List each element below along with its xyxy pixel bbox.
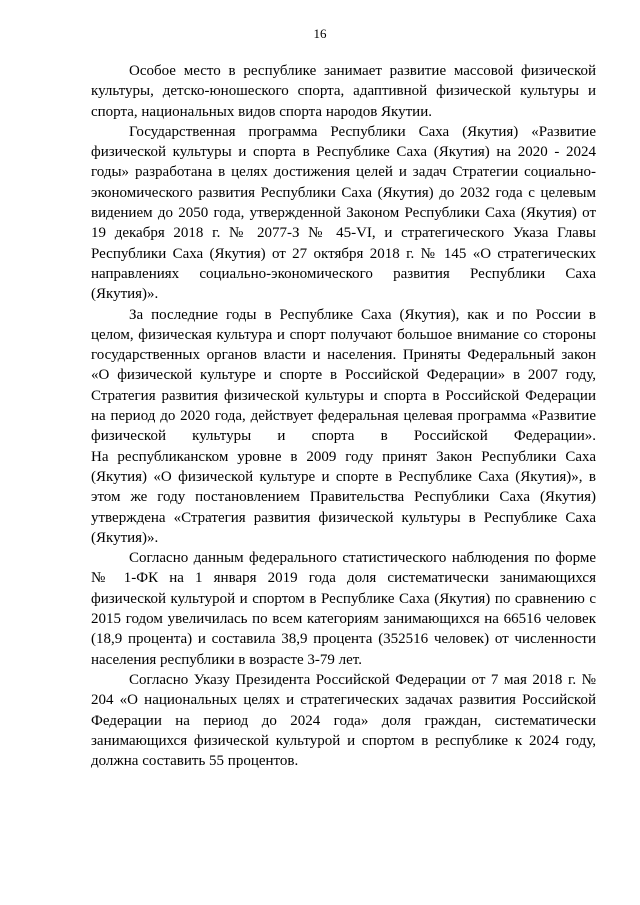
paragraph-mass-sport: Особое место в республике занимает развитие массовой физической культуры, детско-юношеского спорта, адаптивной физической культуры и спорта, национальных видов спорта народов Якутии. [91, 63, 596, 120]
document-body [91, 61, 596, 771]
paragraph-state-program: Государственная программа Республики Саха (Якутия) «Развитие физической культуры и спорта в Республике Саха (Якутия) на 2020 - 2024 годы» разработана в целях достижения целей и задач Стратегии социально-экономического развития Республики Саха (Якутия) до 2032 года с целевым видением до 2050 года, утвержденной Законом Республики Саха (Якутия) от 19 декабря 2018 г. № 2077-З № 45-VI, и стратегического Указа Главы Республики Саха (Якутия) от 27 октября 2018 г. № 145 «О стратегических направлениях социально-экономического развития Республики Саха (Якутия)». [91, 123, 596, 303]
page-number: 16 [313, 26, 327, 41]
paragraph-republic-level: На республиканском уровне в 2009 году принят Закон Республики Саха (Якутия) «О физической культуре и спорте в Республике Саха (Якутия)», в этом же году постановлением Правительства Республики Саха (Якутия) утверждена «Стратегия развития физической культуры в Республике Саха (Якутия)». [91, 448, 596, 546]
paragraph-federal-attention: За последние годы в Республике Саха (Якутия), как и по России в целом, физическая культура и спорт получают большое внимание со стороны государственных органов власти и населения. Приняты Федеральный закон «О физической культуре и спорте в Российской Федерации» в 2007 году, Стратегия развития физической культуры и спорта в Российской Федерации на период до 2020 года, действует федеральная целевая программа «Развитие физической культуры и спорта в Российской Федерации». [91, 306, 596, 445]
paragraph-presidential-decree: Согласно Указу Президента Российской Федерации от 7 мая 2018 г. № 204 «О национальных целях и стратегических задачах развития Российской Федерации на период до 2024 года» доля граждан, систематически занимающихся физической культурой и спортом в республике к 2024 году, должна составить 55 процентов. [91, 671, 596, 770]
paragraph-statistics: Согласно данным федерального статистического наблюдения по форме № 1-ФК на 1 января 2019 года доля систематически занимающихся физической культурой и спортом в Республике Саха (Якутия) по сравнению с 2015 годом увеличилась по всем категориям занимающихся на 66516 человек (18,9 процента) и составила 38,9 процента (352516 человек) от численности населения республики в возрасте 3-79 лет. [91, 550, 596, 668]
